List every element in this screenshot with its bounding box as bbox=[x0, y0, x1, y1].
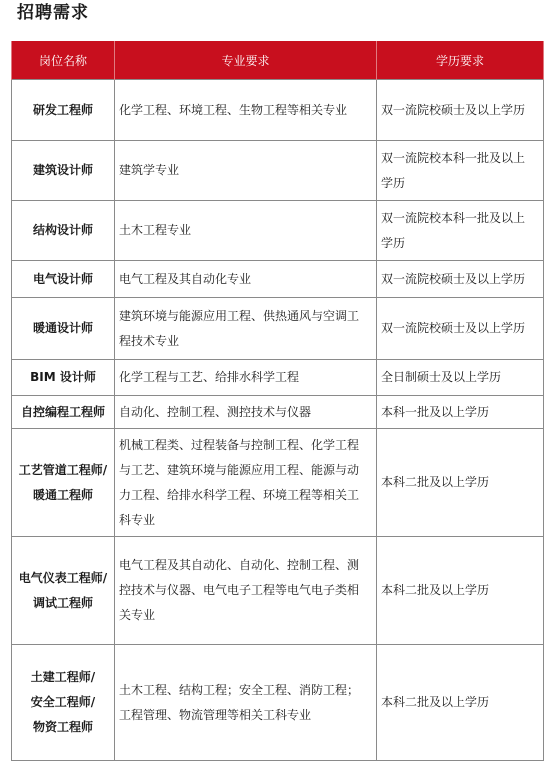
position-name-cell bbox=[12, 645, 115, 761]
education-requirement-cell bbox=[377, 141, 544, 201]
table-row bbox=[12, 429, 544, 537]
education-requirement-cell bbox=[377, 298, 544, 360]
table-header-row bbox=[12, 41, 544, 80]
education-requirement-cell bbox=[377, 645, 544, 761]
cell-text-line: 关专业 bbox=[119, 608, 156, 622]
major-requirement-cell bbox=[115, 429, 377, 537]
header-education: 学历要求 bbox=[377, 41, 544, 80]
cell-text-line: 电气仪表工程师/ bbox=[18, 570, 108, 585]
major-requirement-cell bbox=[115, 537, 377, 645]
education-requirement-cell bbox=[377, 537, 544, 645]
header-major: 专业要求 bbox=[115, 41, 377, 80]
table-row bbox=[12, 201, 544, 261]
major-requirement-cell bbox=[115, 360, 377, 396]
cell-text-line: 电气设计师 bbox=[32, 271, 93, 286]
major-requirement-cell bbox=[115, 298, 377, 360]
cell-text-line: 工艺管道工程师/ bbox=[18, 462, 108, 477]
cell-text-line: 工程管理、物流管理等相关工科专业 bbox=[119, 707, 312, 722]
cell-text-line: 自动化、控制工程、测控技术与仪器 bbox=[119, 404, 312, 419]
table-row bbox=[12, 360, 544, 396]
table-row bbox=[12, 396, 544, 429]
cell-text-line: 物资工程师 bbox=[32, 720, 93, 734]
position-name-cell bbox=[12, 360, 115, 396]
position-name-cell bbox=[12, 396, 115, 429]
education-requirement-cell bbox=[377, 201, 544, 261]
cell-text-line: 土建工程师/ bbox=[30, 670, 96, 684]
cell-text-line: 本科二批及以上学历 bbox=[381, 475, 490, 489]
cell-text-line: 暖通工程师 bbox=[32, 487, 93, 502]
major-requirement-cell bbox=[115, 80, 377, 141]
cell-text-line: 自控编程工程师 bbox=[20, 404, 105, 419]
education-requirement-cell bbox=[377, 360, 544, 396]
table-row bbox=[12, 537, 544, 645]
table-row bbox=[12, 80, 544, 141]
position-name-cell bbox=[12, 298, 115, 360]
position-name-cell bbox=[12, 201, 115, 261]
cell-text-line: 建筑环境与能源应用工程、供热通风与空调工 bbox=[119, 308, 360, 323]
education-requirement-cell bbox=[377, 396, 544, 429]
cell-text-line: BIM 设计师 bbox=[30, 370, 96, 384]
cell-text-line: 双一流院校硕士及以上学历 bbox=[381, 271, 526, 286]
cell-text-line: 电气工程及其自动化、自动化、控制工程、测 bbox=[119, 558, 360, 572]
cell-text-line: 本科二批及以上学历 bbox=[381, 695, 490, 709]
major-requirement-cell bbox=[115, 201, 377, 261]
page-title: 招聘需求 bbox=[17, 3, 89, 23]
cell-text-line: 建筑学专业 bbox=[119, 163, 180, 177]
table-row bbox=[12, 645, 544, 761]
cell-text-line: 土木工程专业 bbox=[119, 223, 192, 237]
cell-text-line: 本科二批及以上学历 bbox=[381, 583, 490, 597]
recruitment-table bbox=[11, 41, 544, 761]
table-row bbox=[12, 298, 544, 360]
cell-text-line: 双一流院校硕士及以上学历 bbox=[381, 102, 526, 117]
cell-text-line: 土木工程、结构工程；安全工程、消防工程； bbox=[119, 682, 360, 697]
cell-text-line: 暖通设计师 bbox=[32, 321, 93, 335]
education-requirement-cell bbox=[377, 261, 544, 298]
cell-text-line: 程技术专业 bbox=[119, 333, 180, 348]
cell-text-line: 控技术与仪器、电气电子工程等电气电子类相 bbox=[119, 583, 360, 597]
table-row bbox=[12, 261, 544, 298]
major-requirement-cell bbox=[115, 396, 377, 429]
cell-text-line: 建筑设计师 bbox=[32, 163, 93, 177]
position-name-cell bbox=[12, 429, 115, 537]
cell-text-line: 化学工程、环境工程、生物工程等相关专业 bbox=[119, 102, 348, 117]
cell-text-line: 双一流院校本科一批及以上 bbox=[381, 150, 526, 165]
cell-text-line: 双一流院校本科一批及以上 bbox=[381, 210, 526, 225]
table-row bbox=[12, 141, 544, 201]
position-name-cell bbox=[12, 80, 115, 141]
position-name-cell bbox=[12, 141, 115, 201]
major-requirement-cell bbox=[115, 141, 377, 201]
cell-text-line: 安全工程师/ bbox=[30, 695, 96, 709]
cell-text-line: 全日制硕士及以上学历 bbox=[381, 370, 502, 384]
cell-text-line: 结构设计师 bbox=[32, 223, 93, 237]
cell-text-line: 双一流院校硕士及以上学历 bbox=[381, 321, 526, 335]
education-requirement-cell bbox=[377, 80, 544, 141]
cell-text-line: 电气工程及其自动化专业 bbox=[119, 271, 252, 286]
cell-text-line: 力工程、给排水科学工程、环境工程等相关工 bbox=[119, 487, 360, 502]
cell-text-line: 科专业 bbox=[119, 512, 156, 527]
cell-text-line: 与工艺、建筑环境与能源应用工程、能源与动 bbox=[119, 462, 360, 477]
position-name-cell bbox=[12, 537, 115, 645]
cell-text-line: 本科一批及以上学历 bbox=[381, 404, 490, 419]
major-requirement-cell bbox=[115, 261, 377, 298]
cell-text-line: 调试工程师 bbox=[32, 595, 93, 610]
major-requirement-cell bbox=[115, 645, 377, 761]
cell-text-line: 化学工程与工艺、给排水科学工程 bbox=[119, 370, 300, 384]
cell-text-line: 研发工程师 bbox=[32, 102, 93, 117]
position-name-cell bbox=[12, 261, 115, 298]
cell-text-line: 机械工程类、过程装备与控制工程、化学工程 bbox=[119, 437, 360, 452]
education-requirement-cell bbox=[377, 429, 544, 537]
cell-text-line: 学历 bbox=[381, 235, 406, 250]
cell-text-line: 学历 bbox=[381, 175, 406, 190]
header-position: 岗位名称 bbox=[12, 41, 115, 80]
